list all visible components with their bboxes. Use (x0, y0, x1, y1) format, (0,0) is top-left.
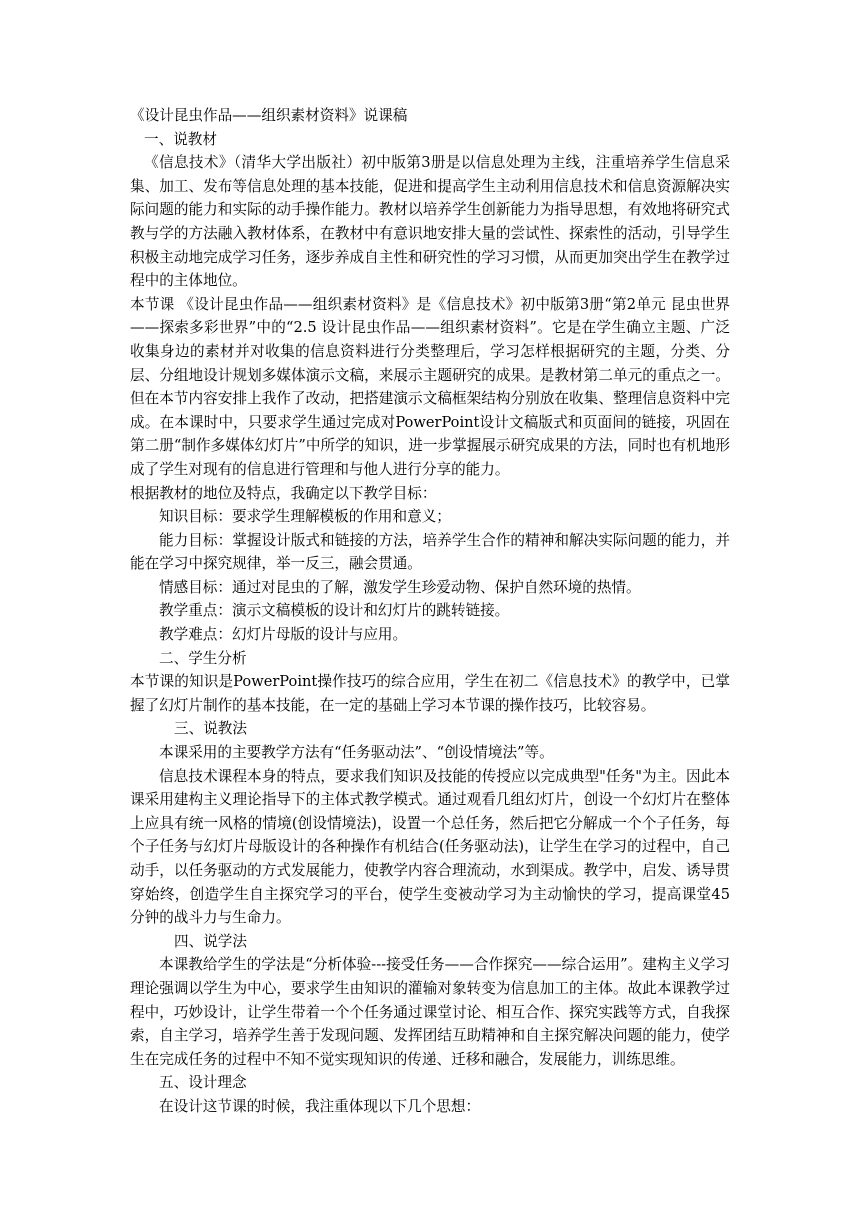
section-heading-textbook: 一、说教材 (144, 130, 217, 148)
section-heading-learning-method: 四、说学法 (174, 932, 247, 950)
paragraph-goals-intro: 根据教材的地位及特点，我确定以下教学目标： (130, 484, 437, 502)
section-heading-students: 二、学生分析 (159, 649, 247, 667)
document-body (130, 104, 730, 1119)
paragraph-lesson-overview: 本节课 《设计昆虫作品——组织素材资料》是《信息技术》初中版第3册“第2单元 昆虫世界——探索多彩世界”中的“2.5 设计昆虫作品——组织素材资料”。它是在学生确立主题、广泛收集身边的素材并对收集的信息资料进行分类整理后，学习怎样根据研究的主题，分类、分层、分组地设计规划多媒体演示文稿，来展示主题研究的成果。是教材第二单元的重点之一。但在本节内容安排上我作了改动，把搭建演示文稿框架结构分别放在收集、整理信息资料中完成。在本课时中，只要求学生通过完成对PowerPoint设计文稿版式和页面间的链接，巩固在第二册“制作多媒体幻灯片”中所学的知识，进一步掌握展示研究成果的方法，同时也有机地形成了学生对现有的信息进行管理和与他人进行分享的能力。 (130, 295, 730, 478)
paragraph-learning-method: 本课教给学生的学法是“分析体验---接受任务——合作探究——综合运用”。建构主义学习理论强调以学生为中心，要求学生由知识的灌输对象转变为信息加工的主体。故此本课教学过程中，巧妙设计，让学生带着一个个任务通过课堂讨论、相互合作、探究实践等方式，自我探索，自主学习，培养学生善于发现问题、发挥团结互助精神和自主探究解决问题的能力，使学生在完成任务的过程中不知不觉实现知识的传递、迁移和融合，发展能力，训练思维。 (130, 956, 730, 1068)
paragraph-teaching-method: 信息技术课程本身的特点，要求我们知识及技能的传授应以完成典型"任务"为主。因此本课采用建构主义理论指导下的主体式教学模式。通过观看几组幻灯片，创设一个幻灯片在整体上应具有统一风格的情境(创设情境法)，设置一个总任务，然后把它分解成一个个子任务，每个子任务与幻灯片母版设计的各种操作有机结合(任务驱动法)，让学生在学习的过程中，自己动手，以任务驱动的方式发展能力，使教学内容合理流动，水到渠成。教学中，启发、诱导贯穿始终，创造学生自主探究学习的平台，使学生变被动学习为主动愉快的学习，提高课堂45分钟的战斗力与生命力。 (130, 767, 730, 927)
paragraph-student-analysis: 本节课的知识是PowerPoint操作技巧的综合应用，学生在初二《信息技术》的教学中，已掌握了幻灯片制作的基本技能，在一定的基础上学习本节课的操作技巧，比较容易。 (130, 673, 730, 714)
section-heading-design-concept: 五、设计理念 (159, 1074, 247, 1092)
section-heading-teaching-method: 三、说教法 (174, 720, 247, 738)
paragraph-textbook-overview: 《信息技术》（清华大学出版社）初中版第3册是以信息处理为主线，注重培养学生信息采集、加工、发布等信息处理的基本技能，促进和提高学生主动利用信息技术和信息资源解决实际问题的能力和实际的动手操作能力。教材以培养学生创新能力为指导思想，有效地将研究式教与学的方法融入教材体系，在教材中有意识地安排大量的尝试性、探索性的活动，引导学生积极主动地完成学习任务，逐步养成自主性和研究性的学习习惯，从而更加突出学生在教学过程中的主体地位。 (130, 154, 730, 290)
teaching-difficult-point: 教学难点：幻灯片母版的设计与应用。 (159, 626, 408, 644)
goal-emotion: 情感目标：通过对昆虫的了解，激发学生珍爱动物、保护自然环境的热情。 (159, 578, 641, 596)
goal-ability: 能力目标：掌握设计版式和链接的方法，培养学生合作的精神和解决实际问题的能力，并能在学习中探究规律，举一反三，融会贯通。 (130, 531, 730, 573)
paragraph-design-intro: 在设计这节课的时候，我注重体现以下几个思想： (159, 1097, 481, 1115)
paragraph-method-intro: 本课采用的主要教学方法有“任务驱动法”、“创设情境法”等。 (159, 744, 554, 762)
teaching-key-point: 教学重点：演示文稿模板的设计和幻灯片的跳转链接。 (159, 602, 510, 620)
goal-knowledge: 知识目标：要求学生理解模板的作用和意义； (159, 508, 451, 526)
document-title: 《设计昆虫作品——组织素材资料》说课稿 (130, 107, 408, 124)
